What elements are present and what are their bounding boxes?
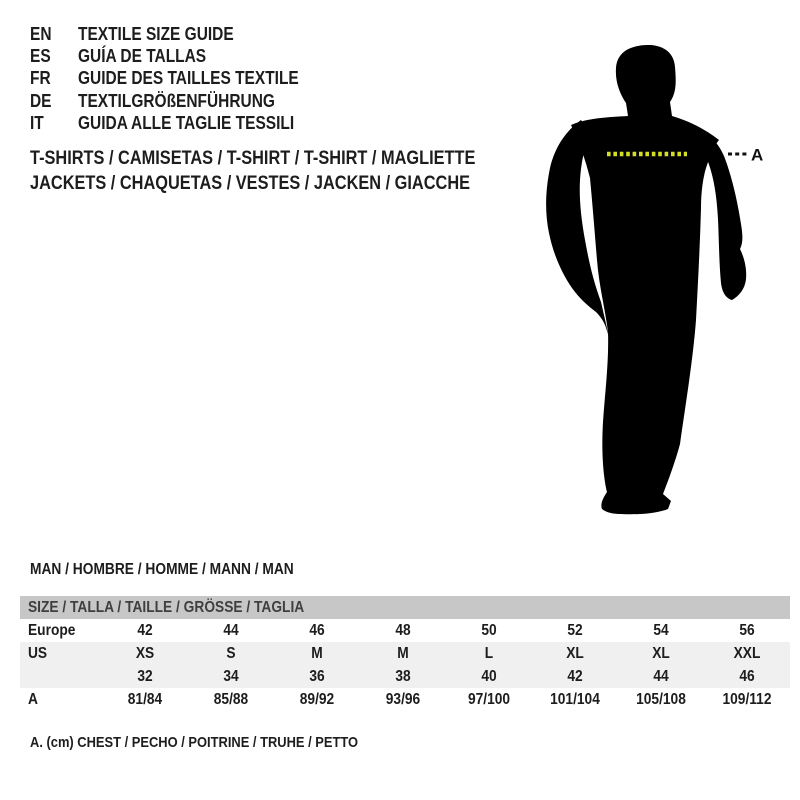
- cell-value: 52: [567, 622, 583, 639]
- language-title: GUIDA ALLE TAGLIE TESSILI: [78, 113, 295, 134]
- cell-value: 54: [653, 622, 669, 639]
- language-title: GUIDE DES TAILLES TEXTILE: [78, 68, 299, 89]
- size-table: [20, 596, 790, 711]
- cell-value: 46: [739, 668, 755, 685]
- cell-value: 85/88: [213, 691, 249, 708]
- cell-value: S: [226, 645, 236, 662]
- cell-value: 42: [567, 668, 583, 685]
- cell-value: 32: [137, 668, 153, 685]
- language-title: GUÍA DE TALLAS: [78, 46, 207, 67]
- cell-value: 34: [223, 668, 239, 685]
- language-row-it: [30, 113, 335, 135]
- language-title: TEXTILGRÖßENFÜHRUNG: [78, 90, 275, 111]
- cell-value: M: [311, 645, 323, 662]
- cell-value: 40: [481, 668, 497, 685]
- cell-value: XS: [135, 645, 155, 662]
- cell-value: XL: [652, 645, 670, 662]
- language-guide-list: [30, 23, 335, 135]
- cell-value: 42: [137, 622, 153, 639]
- language-row-en: [30, 23, 335, 45]
- language-title: TEXTILE SIZE GUIDE: [78, 23, 234, 44]
- cell-value: 81/84: [127, 691, 163, 708]
- cell-value: 38: [395, 668, 411, 685]
- language-code: IT: [30, 113, 44, 134]
- language-code: EN: [30, 23, 52, 44]
- cell-value: 48: [395, 622, 411, 639]
- cell-value: 89/92: [299, 691, 335, 708]
- row-label: A: [28, 691, 38, 708]
- row-label: Europe: [28, 622, 76, 639]
- cell-value: 36: [309, 668, 325, 685]
- cell-value: M: [397, 645, 409, 662]
- cell-value: 97/100: [467, 691, 511, 708]
- measurement-footnote-text: A. (cm) CHEST / PECHO / POITRINE / TRUHE / PETTO: [30, 734, 359, 751]
- cell-value: 44: [653, 668, 669, 685]
- cell-value: 105/108: [636, 691, 686, 708]
- male-silhouette-figure: [535, 40, 775, 530]
- language-code: DE: [30, 90, 52, 111]
- cell-value: XL: [566, 645, 584, 662]
- cell-value: 109/112: [722, 691, 772, 708]
- measurement-footnote: [30, 734, 411, 751]
- row-label: US: [28, 645, 48, 662]
- language-code: ES: [30, 46, 51, 67]
- section-title-text: MAN / HOMBRE / HOMME / MANN / MAN: [30, 561, 294, 578]
- table-row-chest-a: [20, 688, 790, 711]
- language-row-es: [30, 45, 335, 67]
- cell-value: XXL: [733, 645, 761, 662]
- size-table-header-text: SIZE / TALLA / TAILLE / GRÖSSE / TAGLIA: [28, 599, 305, 616]
- category-line-jackets: JACKETS / CHAQUETAS / VESTES / JACKEN / GIACCHE: [30, 173, 471, 194]
- cell-value: L: [484, 645, 494, 662]
- section-title-man: [30, 561, 337, 579]
- language-code: FR: [30, 68, 51, 89]
- cell-value: 93/96: [385, 691, 421, 708]
- category-line-tshirts: T-SHIRTS / CAMISETAS / T-SHIRT / T-SHIRT / MAGLIETTE: [30, 148, 476, 169]
- language-row-fr: [30, 68, 335, 90]
- cell-value: 46: [309, 622, 325, 639]
- cell-value: 50: [481, 622, 497, 639]
- table-row-numeric: [20, 665, 790, 688]
- cell-value: 44: [223, 622, 239, 639]
- cell-value: 56: [739, 622, 755, 639]
- measure-label-a: A: [751, 145, 764, 165]
- cell-value: 101/104: [550, 691, 600, 708]
- garment-categories: [30, 146, 548, 196]
- size-table-header: [20, 596, 790, 619]
- male-silhouette: [546, 45, 746, 514]
- language-row-de: [30, 90, 335, 112]
- table-row-europe: [20, 619, 790, 642]
- table-row-us: [20, 642, 790, 665]
